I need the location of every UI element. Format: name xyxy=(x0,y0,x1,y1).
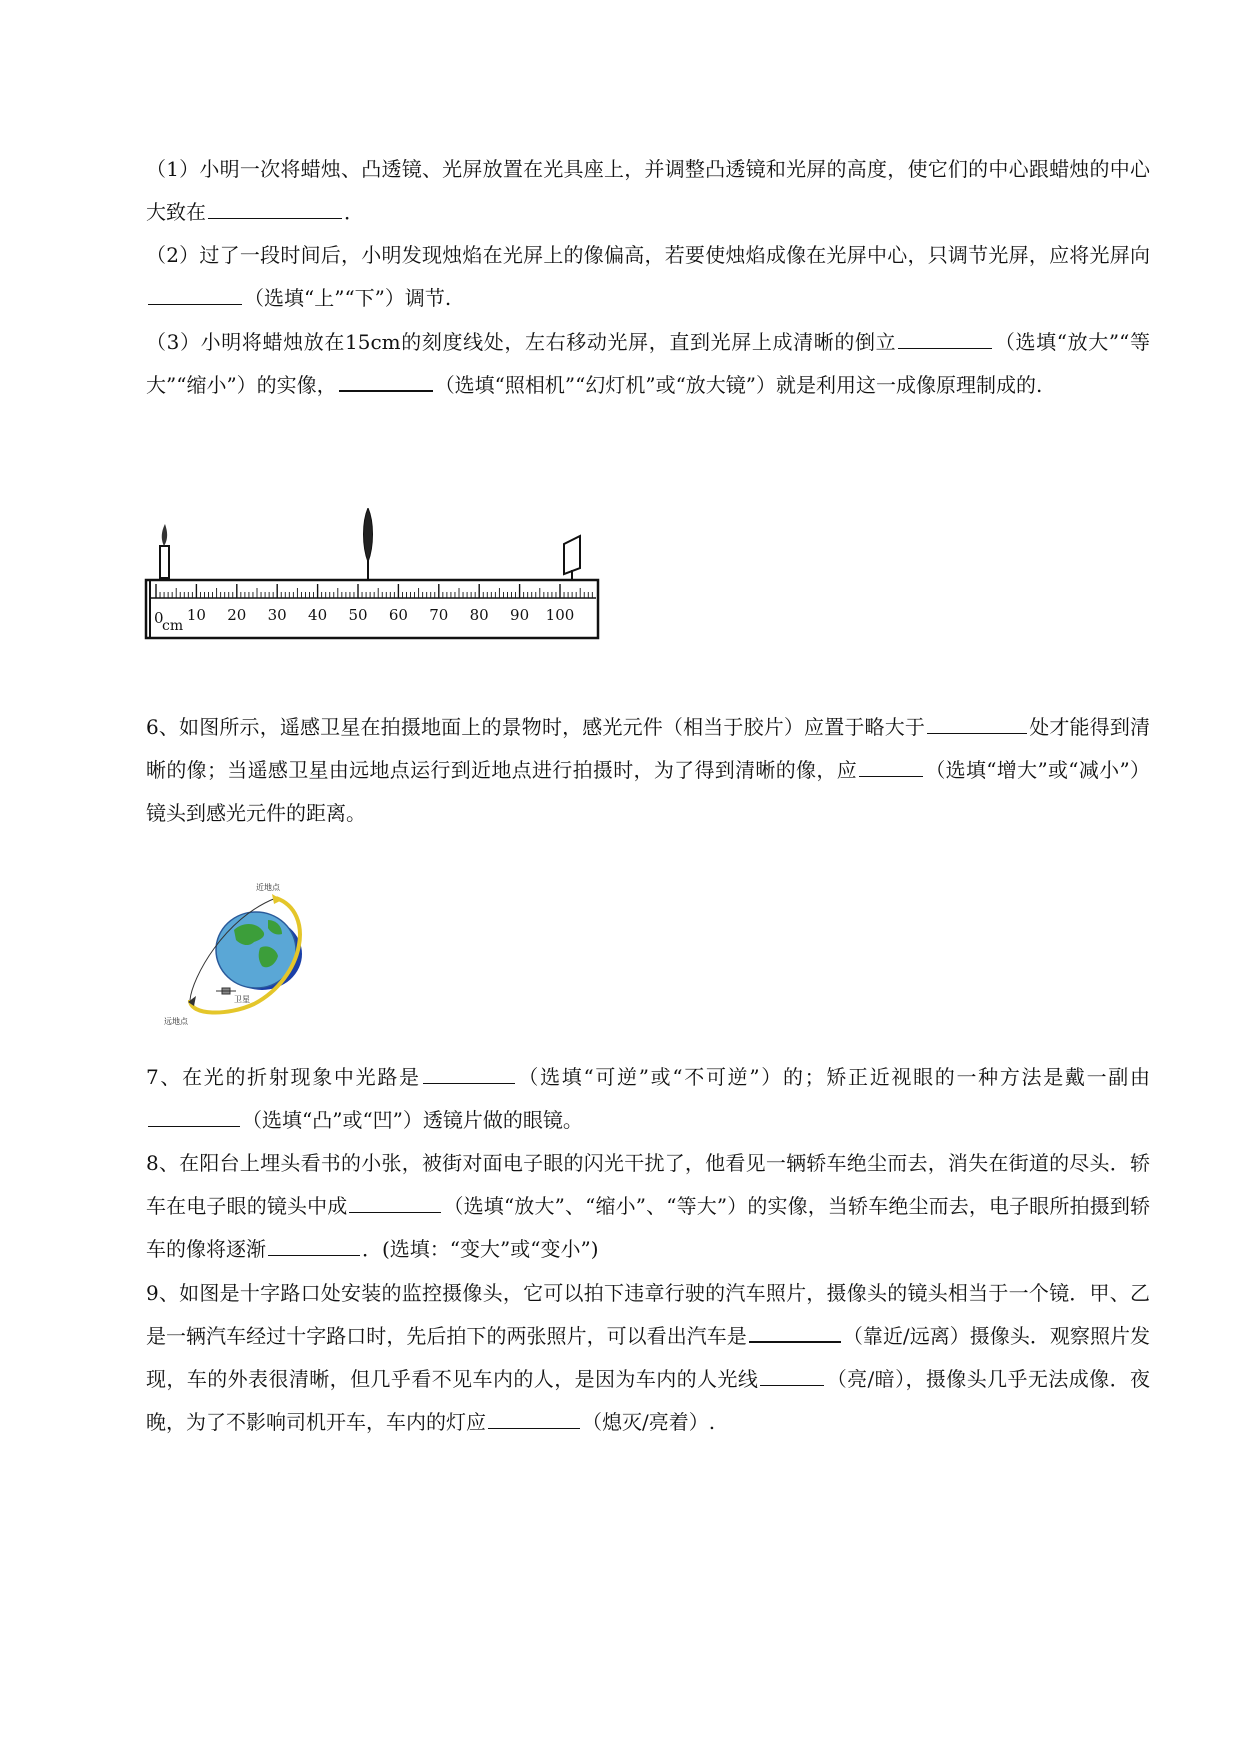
scale-tick-label: 60 xyxy=(388,606,408,624)
answer-blank[interactable] xyxy=(339,368,433,392)
convex-lens xyxy=(364,508,373,580)
scale-tick-label: 10 xyxy=(186,606,206,624)
answer-blank[interactable] xyxy=(148,1104,240,1127)
question-5-part-1: （1）小明一次将蜡烛、凸透镜、光屏放置在光具座上，并调整凸透镜和光屏的高度，使它们的中心跟蜡烛的中心大致在 ． xyxy=(146,157,1150,224)
answer-blank[interactable] xyxy=(349,1190,441,1213)
optical-bench-figure xyxy=(144,508,600,640)
answer-blank[interactable] xyxy=(268,1233,360,1256)
answer-blank[interactable] xyxy=(760,1363,824,1386)
answer-blank[interactable] xyxy=(859,754,923,777)
scale-tick-label: 70 xyxy=(429,606,449,624)
question-5-part-2: （2）过了一段时间后，小明发现烛焰在光屏上的像偏高，若要使烛焰成像在光屏中心，只调节光屏，应将光屏向（选填“上”“下”）调节. xyxy=(146,243,1150,310)
meter-scale xyxy=(146,580,598,638)
scale-tick-label: 30 xyxy=(267,606,287,624)
candle xyxy=(160,524,169,578)
answer-blank[interactable] xyxy=(148,282,242,305)
apogee-label: 远地点 xyxy=(164,1017,188,1026)
scale-tick-label: 20 xyxy=(227,606,247,624)
question-9: 9、如图是十字路口处安装的监控摄像头，它可以拍下违章行驶的汽车照片，摄像头的镜头相当于一个镜．甲、乙是一辆汽车经过十字路口时，先后拍下的两张照片，可以看出汽车是 （靠近/远离）摄像头．观察照片发现，车的外表很清晰，但几乎看不见车内的人，是因为车内的人光线 （亮/暗），摄像头几乎无法成像．夜晚，为了不影响司机开车，车内的灯应 （熄灭/亮着）. xyxy=(146,1281,1151,1434)
scale-tick-label: 100 xyxy=(545,606,575,624)
light-screen xyxy=(564,536,580,580)
satellite-icon xyxy=(216,988,236,994)
question-8: 8、在阳台上埋头看书的小张，被街对面电子眼的闪光干扰了，他看见一辆轿车绝尘而去，消失在街道的尽头．轿车在电子眼的镜头中成 （选填“放大”、“缩小”、“等大”）的实像，当轿车绝尘而去，电子眼所拍摄到轿车的像将逐渐 ．(选填：“变大”或“变小”) xyxy=(146,1151,1150,1261)
scale-tick-label: 80 xyxy=(469,606,489,624)
zero-label: 0 xyxy=(154,609,164,627)
answer-blank[interactable] xyxy=(208,196,342,219)
optical-bench-diagram xyxy=(144,508,600,640)
scale-tick-label: 90 xyxy=(510,606,530,624)
question-7: 7、在光的折射现象中光路是 （选填“可逆”或“不可逆”）的；矫正近视眼的一种方法是戴一副由（选填“凸”或“凹”）透镜片做的眼镜。 xyxy=(146,1056,1150,1142)
flame-icon xyxy=(162,524,167,546)
answer-blank[interactable] xyxy=(898,326,992,349)
answer-blank[interactable] xyxy=(749,1319,841,1343)
unit-label: cm xyxy=(162,618,184,634)
scale-tick-label: 50 xyxy=(348,606,368,624)
answer-blank[interactable] xyxy=(488,1406,580,1429)
satellite-label: 卫星 xyxy=(234,995,250,1004)
answer-blank[interactable] xyxy=(927,711,1027,734)
question-5-part-3: （3）小明将蜡烛放在15cm的刻度线处，左右移动光屏，直到光屏上成清晰的倒立 （选填“放大”“等大”“缩小”）的实像， （选填“照相机”“幻灯机”或“放大镜”）就是利用这一成像原理制成的. xyxy=(146,321,1150,407)
satellite-orbit-figure xyxy=(164,878,334,1028)
satellite-diagram xyxy=(164,878,334,1028)
perigee-label: 近地点 xyxy=(256,883,280,892)
question-6: 6、如图所示，遥感卫星在拍摄地面上的景物时，感光元件（相当于胶片）应置于略大于 处才能得到清晰的像；当遥感卫星由远地点运行到近地点进行拍摄时，为了得到清晰的像，应 （选填“增大”或“减小”）镜头到感光元件的距离。 xyxy=(146,706,1150,835)
answer-blank[interactable] xyxy=(423,1061,515,1084)
scale-tick-label: 40 xyxy=(308,606,328,624)
